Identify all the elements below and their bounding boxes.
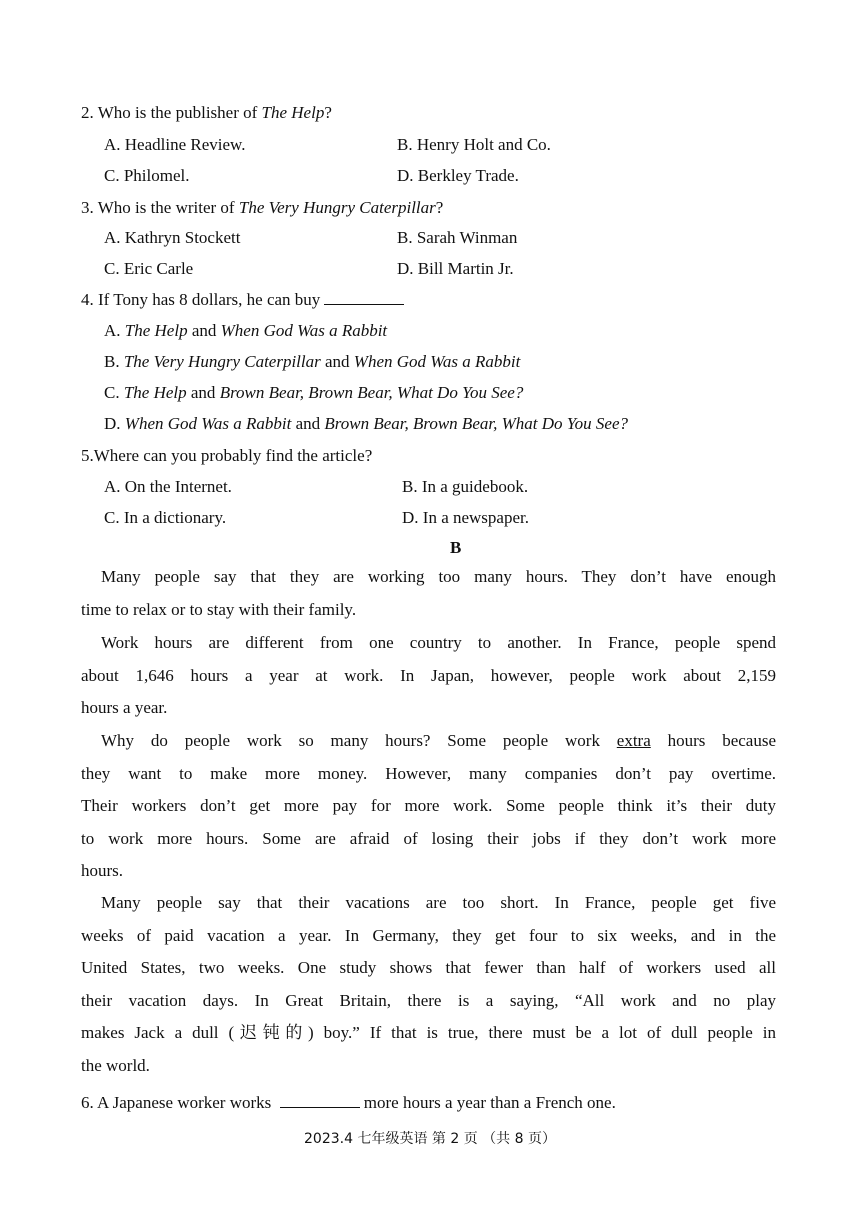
q3-option-b: B. Sarah Winman <box>397 228 518 247</box>
book-title: When God Was a Rabbit <box>124 414 292 433</box>
option-letter: C. <box>104 383 124 402</box>
passage-paragraph-4 <box>81 887 776 1082</box>
q2-option-c: C. Philomel. <box>104 166 190 185</box>
question-2-stem <box>81 103 332 123</box>
book-title: Brown Bear, Brown Bear, What Do You See? <box>324 414 628 433</box>
paragraph-line: their vacation days. In Great Britain, there is a saying, “All work and no play <box>81 990 776 1010</box>
paragraph-line: time to relax or to stay with their family. <box>81 599 357 619</box>
underlined-word: extra <box>616 731 651 750</box>
q3-prefix: 3. Who is the writer of <box>81 198 239 217</box>
option-letter: D. <box>104 414 125 433</box>
q5-option-a: A. On the Internet. <box>104 477 232 496</box>
option-conj: and <box>186 383 220 402</box>
q6-after: more hours a year than a French one. <box>363 1093 616 1112</box>
q5-option-d: D. In a newspaper. <box>402 508 529 527</box>
q3-suffix: ? <box>435 198 444 217</box>
paragraph-line: hours. <box>81 861 124 880</box>
paragraph-line: hours a year. <box>81 698 168 717</box>
q3-book-title: The Very Hungry Caterpillar <box>238 198 436 217</box>
question-4-stem <box>81 290 404 310</box>
paragraph-line: Work hours are different from one country to another. In France, people spend <box>101 633 776 652</box>
answer-blank <box>280 1093 360 1108</box>
book-title: The Help <box>123 383 187 402</box>
book-title: The Very Hungry Caterpillar <box>123 352 321 371</box>
line-text: Why do people work so many hours? Some people work <box>101 731 617 750</box>
q3-option-a: A. Kathryn Stockett <box>104 228 241 247</box>
paragraph-line: to work more hours. Some are afraid of losing their jobs if they don’t work more <box>81 828 776 848</box>
question-3-stem <box>81 198 443 218</box>
paragraph-line: weeks of paid vacation a year. In Germany, they get four to six weeks, and in the <box>81 925 776 945</box>
answer-blank <box>324 290 404 305</box>
q3-option-c: C. Eric Carle <box>104 259 194 278</box>
q4-option-d <box>104 414 628 434</box>
paragraph-line: the world. <box>81 1055 150 1075</box>
option-letter: B. <box>104 352 124 371</box>
question-5-stem: 5.Where can you probably find the article? <box>81 446 373 465</box>
passage-paragraph-3 <box>81 725 776 888</box>
q4-stem-text: 4. If Tony has 8 dollars, he can buy <box>81 290 321 309</box>
line-text: hours because <box>650 731 776 750</box>
q6-before: 6. A Japanese worker works <box>81 1093 272 1112</box>
page-footer: 2023.4 七年级英语 第 2 页 （共 8 页） <box>304 1131 556 1147</box>
paragraph-line: Many people say that they are working too many hours. They don’t have enough <box>101 567 776 586</box>
option-letter: A. <box>104 321 125 340</box>
paragraph-line: United States, two weeks. One study shows that fewer than half of workers used all <box>81 958 776 977</box>
paragraph-line: Their workers don’t get more pay for more work. Some people think it’s their duty <box>81 796 776 815</box>
q4-option-c <box>104 383 523 403</box>
option-conj: and <box>291 414 325 433</box>
q2-option-d: D. Berkley Trade. <box>397 166 519 185</box>
passage-paragraph-2 <box>81 627 776 725</box>
q2-suffix: ? <box>324 103 332 122</box>
book-title: When God Was a Rabbit <box>353 352 521 371</box>
book-title: The Help <box>124 321 188 340</box>
q4-option-b <box>104 352 520 372</box>
q2-option-a: A. Headline Review. <box>104 135 246 154</box>
q4-option-a <box>104 321 387 341</box>
section-heading: B <box>450 538 462 557</box>
q5-option-c: C. In a dictionary. <box>104 508 227 527</box>
option-conj: and <box>187 321 221 340</box>
book-title: Brown Bear, Brown Bear, What Do You See? <box>219 383 524 402</box>
q3-option-d: D. Bill Martin Jr. <box>397 259 514 278</box>
q2-option-b: B. Henry Holt and Co. <box>397 135 551 154</box>
q5-option-b: B. In a guidebook. <box>402 477 529 496</box>
paragraph-line <box>81 725 776 758</box>
passage-paragraph-1 <box>81 561 776 626</box>
book-title: When God Was a Rabbit <box>220 321 388 340</box>
paragraph-line: Many people say that their vacations are too short. In France, people get five <box>101 893 776 912</box>
question-6-stem <box>81 1093 616 1113</box>
option-conj: and <box>320 352 354 371</box>
paragraph-line: about 1,646 hours a year at work. In Japan, however, people work about 2,159 <box>81 665 776 685</box>
paragraph-line: they want to make more money. However, many companies don’t pay overtime. <box>81 763 776 783</box>
q2-book-title: The Help <box>261 103 325 122</box>
paragraph-line: makes Jack a dull (迟钝的) boy.” If that is true, there must be a lot of dull people in <box>81 1023 776 1042</box>
q2-prefix: 2. Who is the publisher of <box>81 103 262 122</box>
